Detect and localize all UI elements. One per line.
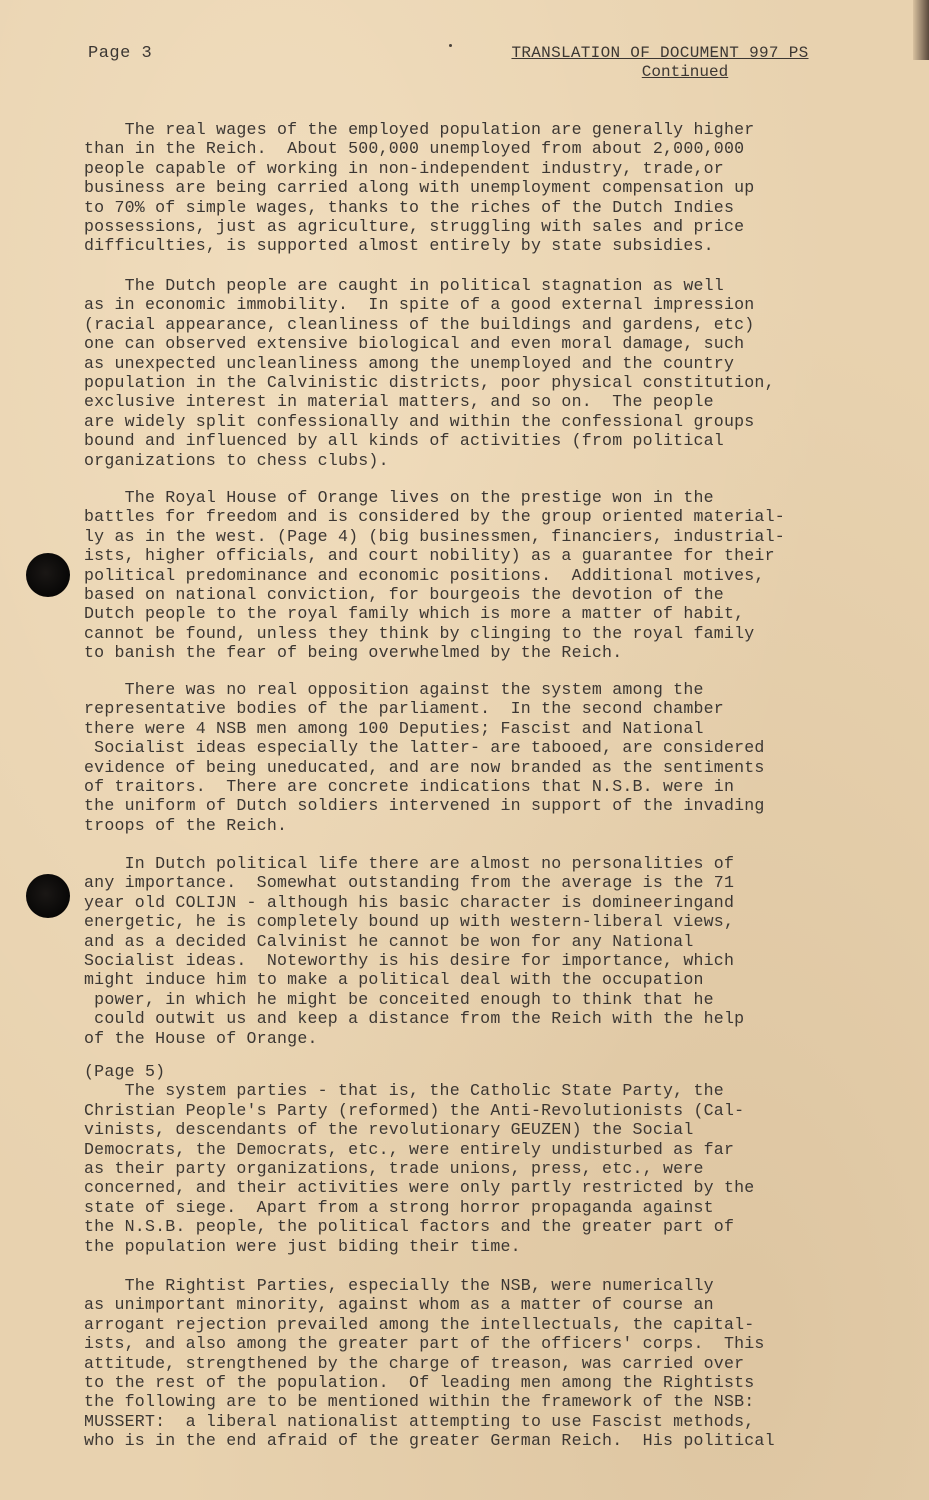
paragraph-royal-house: The Royal House of Orange lives on the prestige won in the battles for freedom and is considered by the group oriented material- ly as in the west. (Page 4) (big businessmen, financiers, industrial- ists, higher officials, and court nobility) as a guarantee for their political predominance and economic positions. Additional motives, based on national conviction, for bourgeois the devotion of the Dutch people to the royal family which is more a matter of habit, cannot be found, unless they think by clinging to the royal family to banish the fear of being overwhelmed by the Reich. <box>84 488 785 663</box>
paragraph-political-stagnation: The Dutch people are caught in political stagnation as well as in economic immobility. In spite of a good external impression (racial appearance, cleanliness of the buildings and gardens, etc) one can observed extensive biological and even moral damage, such as unexpected uncleanliness among the unemployed and the country population in the Calvinistic districts, poor physical constitution, exclusive interest in material matters, and so on. The people are widely split confessionally and within the confessional groups bound and influenced by all kinds of activities (from political organizations to chess clubs). <box>84 276 775 470</box>
paragraph-personalities: In Dutch political life there are almost no personalities of any importance. Somewhat outstanding from the average is the 71 year old COLIJN - although his basic character is domineeringand energetic, he is completely bound up with western-liberal views, and as a decided Calvinist he cannot be won for any National Socialist ideas. Noteworthy is his desire for importance, which might induce him to make a political deal with the occupation power, in which he might be conceited enough to think that he could outwit us and keep a distance from the Reich with the help of the House of Orange. <box>84 854 745 1048</box>
document-header <box>480 44 840 82</box>
paragraph-opposition: There was no real opposition against the system among the representative bodies of the parliament. In the second chamber there were 4 NSB men among 100 Deputies; Fascist and National Socialist ideas especially the latter- are tabooed, are considered evidence of being uneducated, and are now branded as the sentiments of traitors. There are concrete indications that N.S.B. were in the uniform of Dutch soldiers intervened in support of the invading troops of the Reich. <box>84 680 765 835</box>
punch-hole-top <box>26 553 70 597</box>
paragraph-system-parties: (Page 5) The system parties - that is, the Catholic State Party, the Christian People's Party (reformed) the Anti-Revolutionists (Cal- vinists, descendants of the revolutionary GEUZEN) the Social Democrats, the Democrats, etc., were entirely undisturbed as far as their party organizations, trade unions, press, etc., were concerned, and their activities were only partly restricted by the state of siege. Apart from a strong horror propaganda against the N.S.B. people, the political factors and the greater part of the population were just biding their time. <box>84 1062 755 1256</box>
ink-dot <box>449 44 452 47</box>
document-subtitle: Continued <box>641 63 729 81</box>
paragraph-rightist-parties: The Rightist Parties, especially the NSB, were numerically as unimportant minority, against whom as a matter of course an arrogant rejection prevailed among the intellectuals, the capital- ists, and also among the greater part of the officers' corps. This attitude, strengthened by the charge of treason, was carried over to the rest of the population. Of leading men among the Rightists the following are to be mentioned within the framework of the NSB: MUSSERT: a liberal nationalist attempting to use Fascist methods, who is in the end afraid of the greater German Reich. His political <box>84 1276 775 1451</box>
page-edge-shadow <box>913 0 929 60</box>
page-number: Page 3 <box>88 44 153 63</box>
paragraph-real-wages: The real wages of the employed population are generally higher than in the Reich. About 500,000 unemployed from about 2,000,000 people capable of working in non-independent industry, trade,or business are being carried along with unemployment compensation up to 70% of simple wages, thanks to the riches of the Dutch Indies possessions, just as agriculture, struggling with sales and price difficulties, is supported almost entirely by state subsidies. <box>84 120 755 256</box>
punch-hole-bottom <box>26 874 70 918</box>
document-title: TRANSLATION OF DOCUMENT 997 PS <box>511 44 809 62</box>
